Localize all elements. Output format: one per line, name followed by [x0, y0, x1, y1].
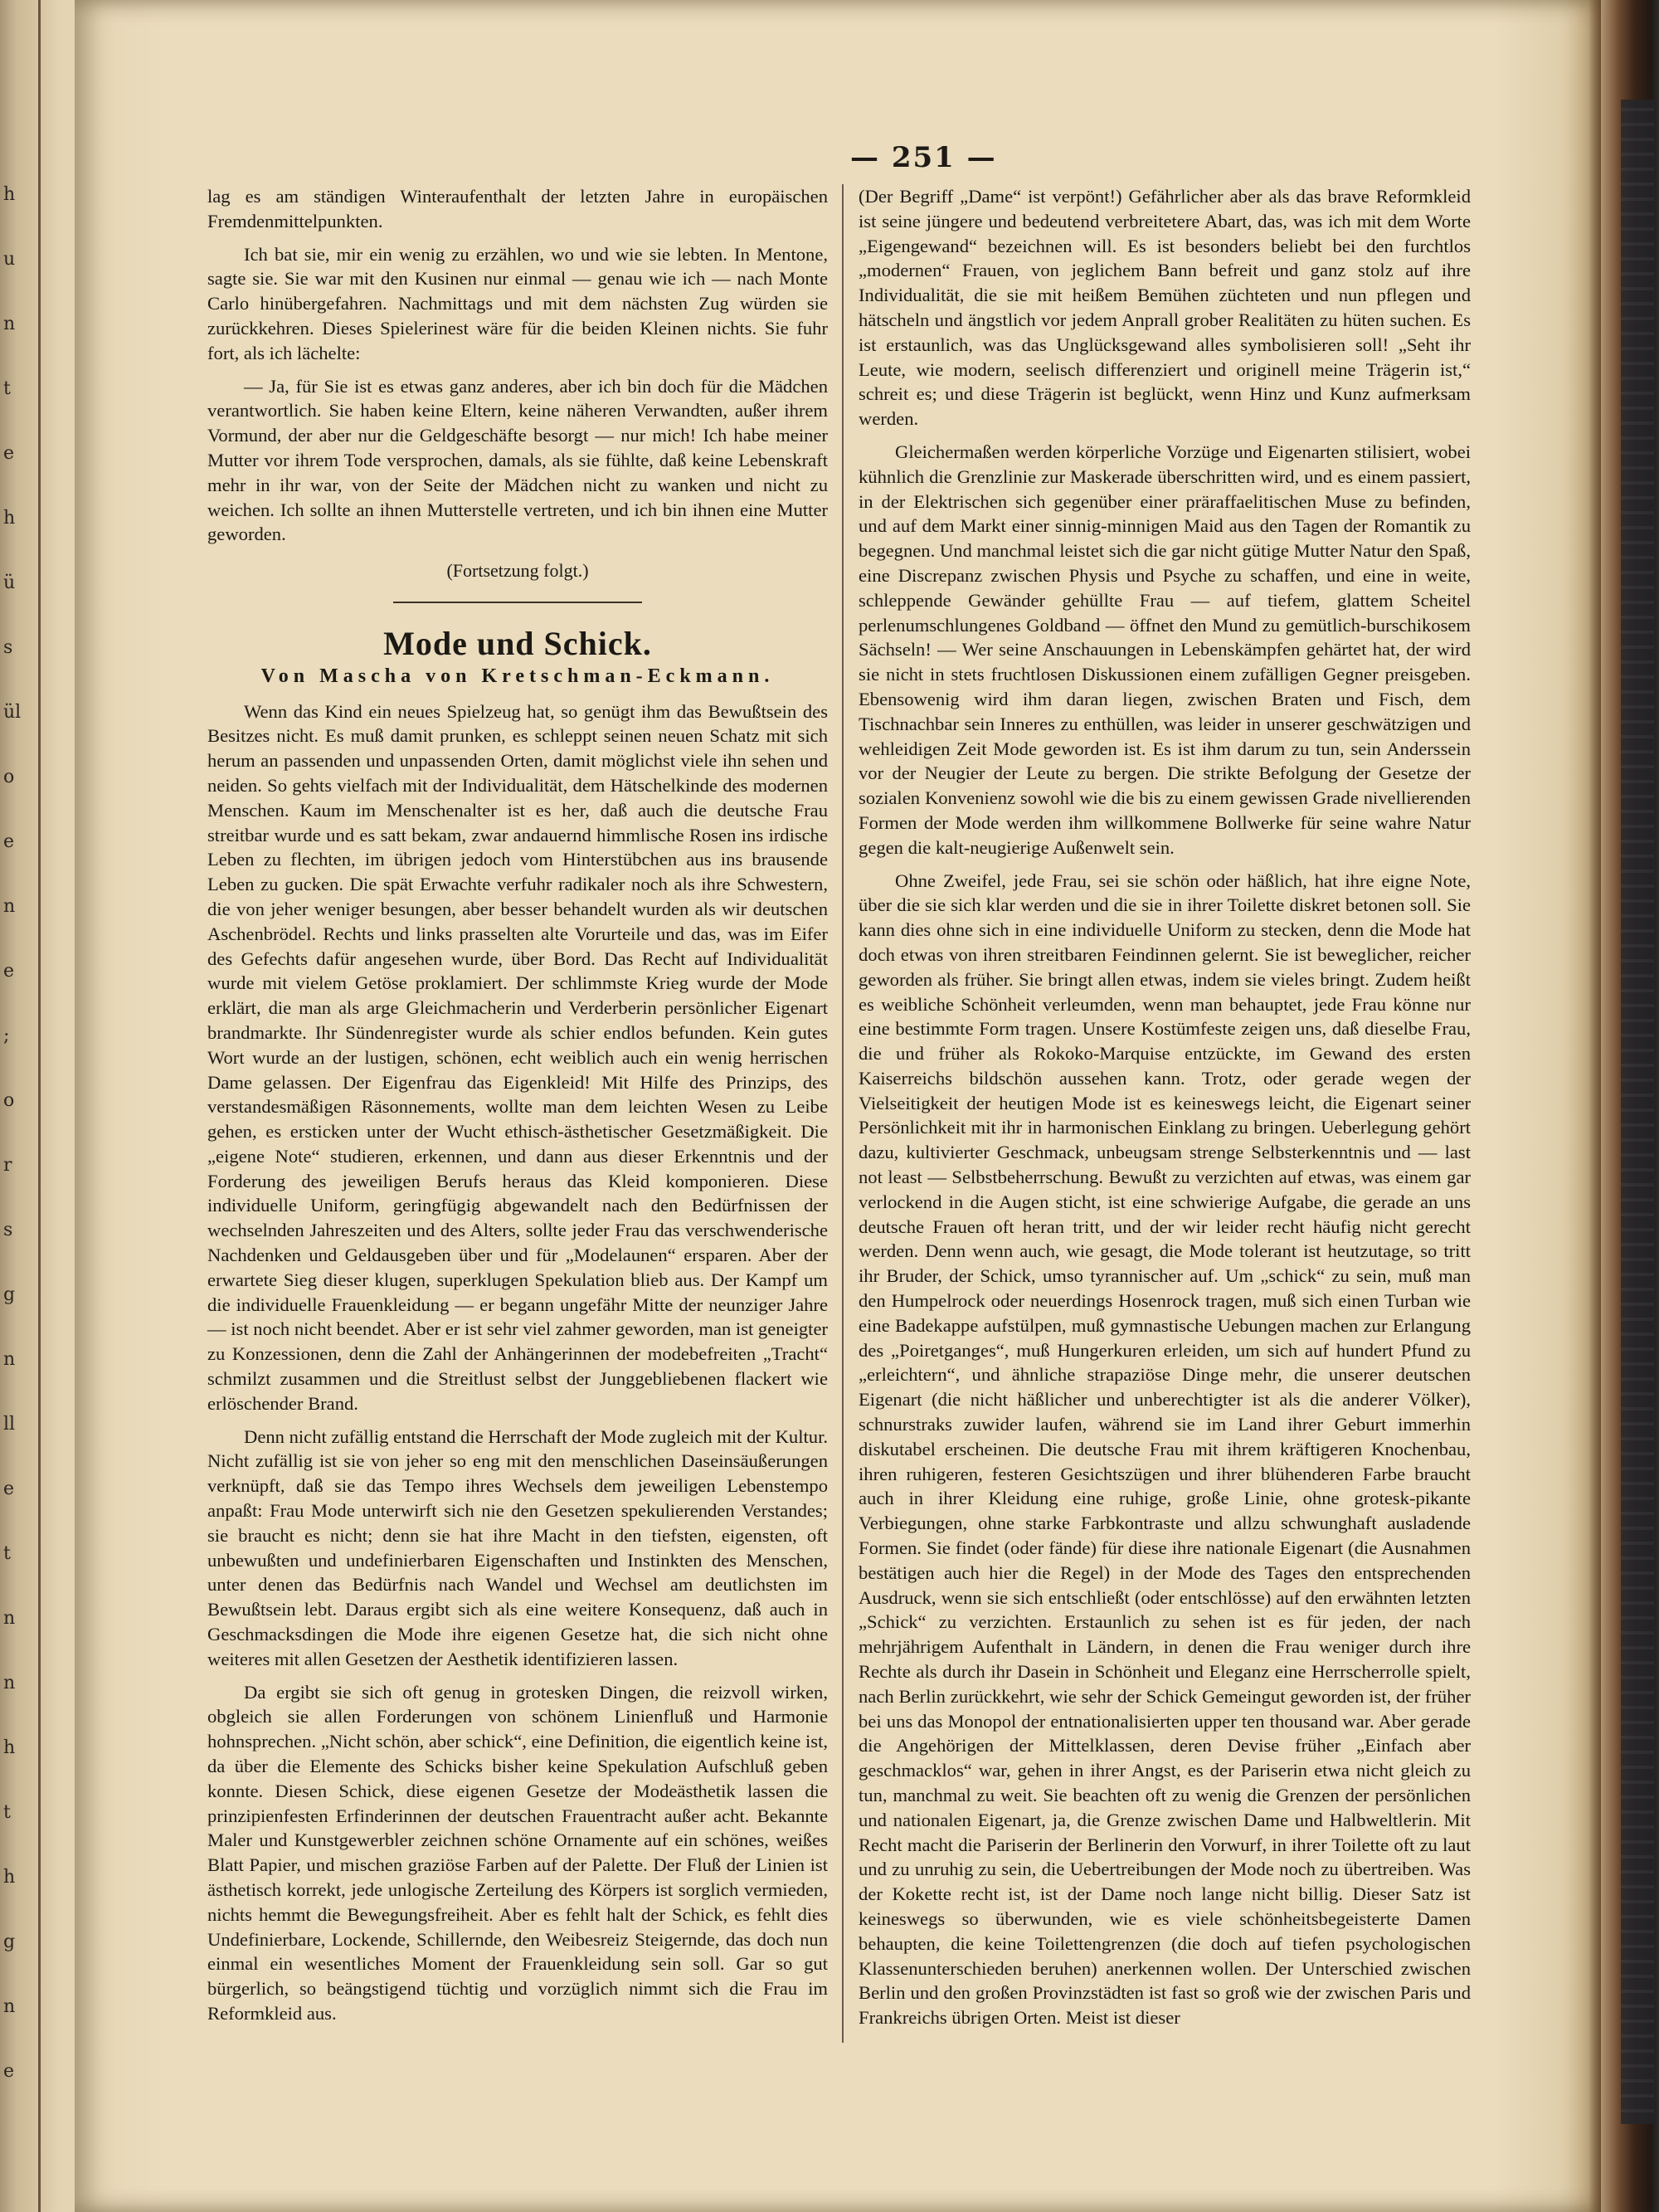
- paragraph: Ich bat sie, mir ein wenig zu erzählen, wo und wie sie lebten. In Mentone, sagte sie. Sie war mit den Kusinen nur einmal — genau wie ich — nach Monte Carlo hinübergefahren. Nachmittags und mit dem nächsten Zug würden sie zurückkehren. Dieses Spielerinest wäre für die beiden Kleinen nichts. Sie fuhr fort, als ich lächelte:: [207, 243, 828, 363]
- article-byline: Von Mascha von Kretschman-Eckmann.: [260, 665, 775, 687]
- paragraph: Wenn das Kind ein neues Spielzeug hat, so genügt ihm das Bewußtsein des Besitzes nicht. Es muß damit prunken, es schleppt seinen neuen Schatz mit sich herum an passenden und unpassenden Orten, damit möglichst viele ihn sehen und neiden. So gehts vielfach mit der Individualität, dem Hätschelkinde des modernen Menschen. Kaum im Menschenalter ist es her, daß auch die deutsche Frau streitbar wurde und es satt bekam, zwar andauernd himmlische Rosen ins irdische Leben zu flechten, im übrigen jedoch vom Hinterstübchen aus ins brausende Leben zu gucken. Die spät Erwachte verfuhr radikaler noch als ihre Schwestern, die von jeher weniger besungen, aber besser behandelt wurden als wir deutschen Aschenbrödel. Rechts und links prasselten alte Vorurteile und das, was im Eifer des Gefechts dafür angesehen wurde, über Bord. Das Recht auf Individualität wurde mit vielem Getöse proklamiert. Der schlimmste Krieg wurde der Mode erklärt, die man als arge Gleichmacherin und Verderberin persönlicher Eigenart brandmarkte. Ihr Sündenregister wurde als schier endlos befunden. Kein gutes Wort wurde an der lustigen, schönen, echt weiblich auch ein wenig herrischen Dame gelassen. Der Eigenfrau das Eigenkleid! Mit Hilfe des Prinzips, des verstandesmäßigen Räsonnements, wollte man dem leichten Wesen zu Leibe gehen, es ersticken unter der Wucht ethisch-ästhetischer Gesetzmäßigkeit. Die „eigene Note“ studieren, erkennen, und dann aus dieser Erkenntnis und der Forderung des jeweiligen Berufs heraus das Kleid komponieren. Diese individuelle Uniform, geringfügig abgewandelt nach den Bedürfnissen der wechselnden Jahreszeiten und des Alters, sollte jeder Frau das verschwenderische Nachdenken und Geldausgeben über und für „Modelaunen“ ersparen. Aber der erwartete Sieg dieser klugen, superklugen Spekulation blieb aus. Der Kampf um die individuelle Frauenkleidung — er begann ungefähr Mitte der neunziger Jahre — ist noch nicht beendet. Aber er ist sehr viel zahmer geworden, man ist geneigter zu Konzessionen, denn die Zahl der Anhängerinnen der modebefreiten „Tracht“ schmilzt zusammen und die Streitlust selbst der Junggebliebenen flackert wie erlöschender Brand.: [207, 700, 828, 1414]
- margin-fragment: o: [3, 1090, 15, 1111]
- margin-fragment: s: [3, 637, 13, 658]
- margin-fragment: t: [3, 1543, 11, 1564]
- margin-fragment: n: [3, 896, 16, 917]
- margin-fragment: o: [3, 767, 15, 787]
- paragraph: Gleichermaßen werden körperliche Vorzüge und Eigenarten stilisiert, wobei kühnlich die Grenzlinie zur Maskerade überschritten wird, und es einem passiert, in der Elektrischen sich gegenüber einer präraffaelitischen Muse zu befinden, und auf dem Markt einer sinnig-minnigen Maid aus den Tagen der Romantik zu begegnen. Und manchmal leistet sich die gar nicht gütige Mutter Natur den Spaß, eine Discrepanz zwischen Physis und Psyche zu schaffen, und eine in weite, schleppende Gewänder gehüllte Frau — auf tiefem, glattem Scheitel perlenumschlungenes Goldband — öffnet den Mund zu gemütlich-burschikosem Sächseln! — Wer seine Anschauungen in Lebenskämpfen gehärtet hat, der wird sie nicht in stets fruchtlosen Diskussionen einem zufälligen Gegner preisgeben. Ebensowenig wird ihm daran liegen, zwischen Braten und Fisch, dem Tischnachbar sein Inneres zu enthüllen, was leider in unserer geschwätzigen und wehleidigen Zeit Mode geworden ist. Es ist ihm darum zu tun, sein Anderssein vor der Neugier der Leute zu bergen. Die strikte Befolgung der Gesetze der sozialen Konvenienz sowohl wie die bis zu einem gewissen Grade nivellierenden Formen der Mode werden ihm willkommene Bollwerke für seine wahre Natur gegen die kalt-neugierige Außenwelt sein.: [859, 441, 1471, 858]
- margin-fragment: t: [3, 378, 11, 399]
- margin-fragment: n: [3, 1349, 16, 1370]
- paragraph: — Ja, für Sie ist es etwas ganz anderes, aber ich bin doch für die Mädchen verantwortlich. Sie haben keine Eltern, keine näheren Verwandten, außer ihrem Vormund, der aber nur die Geldgeschäfte besorgt — nur mich! Ich habe meiner Mutter vor ihrem Tode versprochen, damals, als sie fühlte, daß keine Lebenskraft mehr in ihr war, von der Seite der Mädchen nicht zu wanken und nicht zu weichen. Ich sollte an ihnen Mutterstelle vertreten, und ich bin ihnen eine Mutter geworden.: [207, 375, 828, 545]
- margin-fragment: e: [3, 1479, 15, 1499]
- margin-fragment: s: [3, 1220, 13, 1240]
- margin-fragment: h: [3, 1737, 16, 1758]
- margin-fragment: e: [3, 831, 15, 852]
- section-divider: [393, 602, 642, 603]
- margin-fragment: ;: [3, 1026, 10, 1046]
- previous-page-edge: [0, 0, 41, 2212]
- margin-fragment: r: [3, 1155, 12, 1176]
- margin-fragment: e: [3, 961, 15, 982]
- left-column: [207, 184, 828, 2026]
- binding-tape: [1621, 100, 1654, 2124]
- margin-fragment: n: [3, 1608, 16, 1629]
- margin-fragment: h: [3, 1867, 16, 1888]
- paragraph: Denn nicht zufällig entstand die Herrschaft der Mode zugleich mit der Kultur. Nicht zufällig ist sie von jeher so eng mit den menschlichen Daseinsäußerungen verknüpft, daß sie das Tempo ihres Wechsels dem jeweiligen Lebenstempo anpaßt: Frau Mode unterwirft sich nie den Gesetzen spekulierenden Verstandes; sie braucht es nicht; denn sie hat ihre Macht in den tiefsten, eigensten, oft unbewußten und undefinierbaren Eigenschaften und Instinkten des Menschen, unter denen das Bedürfnis nach Wandel und Wechsel am deutlichsten im Bewußtsein lebt. Daraus ergibt sich als eine weitere Konsequenz, daß auch in Geschmacksdingen die Mode ihre eigenen Gesetze hat, die sich nicht ohne weiteres mit allen Gesetzen der Aesthetik identifizieren lassen.: [207, 1425, 828, 1669]
- paragraph: (Der Begriff „Dame“ ist verpönt!) Gefährlicher aber als das brave Reformkleid ist seine jüngere und bedeutend verbreitetere Abart, das, was ich mit dem Worte „Eigengewand“ bezeichnen will. Es ist besonders beliebt bei den furchtlos „modernen“ Frauen, von jeglichem Bann befreit und ganz stolz auf ihre Individualität, die sie mit heißem Bemühen züchteten und nun pflegen und hätscheln und ängstlich vor jedem Anprall grober Realitäten zu hüten suchen. Es ist erstaunlich, was das Unglücksgewand alles symbolisieren soll! „Seht ihr Leute, wie modern, seelisch differenziert und originell meine Trägerin ist,“ schreit es; und diese Trägerin ist beglückt, wenn Hinz und Kunz aufmerksam werden.: [859, 186, 1471, 430]
- paragraph: Da ergibt sie sich oft genug in grotesken Dingen, die reizvoll wirken, obgleich sie allen Forderungen von schönem Linienfluß und Harmonie hohnsprechen. „Nicht schön, aber schick“, eine Definition, die eigentlich keine ist, da über die Elemente des Schicks bisher keine Spekulation Aufschluß geben konnte. Diesen Schick, diese eigenen Gesetze der Modeästhetik lassen die prinzipienfesten Erfinderinnen der deutschen Frauentracht außer acht. Bekannte Maler und Kunstgewerbler zeichnen schöne Ornamente auf ein schönes, weißes Blatt Papier, und mischen graziöse Farben auf der Palette. Der Fluß der Linien ist ästhetisch korrekt, jede unlogische Zerteilung des Körpers ist sorglich vermieden, nichts hemmt die Bewegungsfreiheit. Aber es fehlt halt der Schick, es fehlt dies Undefinierbare, Lockende, Schillernde, den Weibesreiz Steigernde, das doch nun einmal ein wesentliches Moment der Frauenkleidung sein soll. Gar so gut bürgerlich, so beängstigend tüchtig und vorzüglich nimmt sich die Frau im Reformkleid aus.: [207, 1681, 828, 2024]
- margin-fragment: h: [3, 184, 16, 205]
- margin-fragment: h: [3, 508, 16, 529]
- margin-fragment: ll: [3, 1414, 16, 1435]
- page-number: — 251 —: [850, 141, 997, 174]
- continuation-note: (Fortsetzung folgt.): [446, 560, 589, 582]
- margin-fragment: g: [3, 1284, 16, 1305]
- margin-fragment: n: [3, 314, 16, 334]
- margin-fragment: n: [3, 1673, 16, 1693]
- margin-fragment: u: [3, 249, 16, 270]
- article-title: Mode und Schick.: [383, 624, 652, 662]
- book-binding: [1601, 0, 1659, 2212]
- paragraph: Ohne Zweifel, jede Frau, sei sie schön oder häßlich, hat ihre eigne Note, über die sie sich klar werden und die sie in ihrer Toilette diskret betonen soll. Sie kann dies ohne sich in eine individuelle Uniform zu stecken, denn die Mode hat doch etwas von ihren streitbaren Feindinnen gelernt. Sie ist beweglicher, reicher geworden als früher. Sie bringt allen etwas, indem sie vieles bringt. Zudem heißt es weibliche Schönheit verleumden, wenn man behauptet, jede Frau könne nur eine bestimmte Form tragen. Unsere Kostümfeste zeigen uns, daß dieselbe Frau, die und früher als Rokoko-Marquise entzückte, im Gewand des ersten Kaiserreichs bildschön aussehen kann. Trotz, oder gerade wegen der Vielseitigkeit der heutigen Mode ist es keineswegs leicht, die Eigenart seiner Persönlichkeit mit ihr in harmonischen Einklang zu bringen. Ueberlegung gehört dazu, kultivierter Geschmack, unbeugsam strenge Selbsterkenntnis und — last not least — Selbstbeherrschung. Bewußt zu verzichten auf etwas, was einem gar verlockend in die Augen sticht, ist eine schwierige Aufgabe, die gerade an uns deutsche Frauen oft heran tritt, und der wir leider recht häufig nicht gerecht werden. Denn wenn auch, wie gesagt, die Mode tolerant ist heutzutage, so tritt ihr Bruder, der Schick, umso tyrannischer auf. Um „schick“ zu sein, muß man den Humpelrock oder neuerdings Hosenrock tragen, muß sich einen Turban wie eine Badekappe aufstülpen, muß gymnastische Uebungen machen zur Erlangung des „Poiretganges“, muß Hungerkuren erleiden, um sich auf hundert Pfund zu „erleichtern“, und ähnliche strapaziöse Dinge mehr, die unserer deutschen Eigenart (die nicht häßlicher und unberechtigter ist als die anderer Völker), schnurstraks zuwider laufen, während sie im Land ihrer Geburt immerhin diskutabel erscheinen. Die deutsche Frau mit ihrem kräftigeren Knochenbau, ihren ruhigeren, festeren Gesichtszügen und ihrer blühenderen Farbe braucht auch in ihrer Kleidung eine ruhige, große Linie, ohne grotesk-pikante Verbiegungen, ohne starke Farbkontraste und allzu schwunghaft ausladende Formen. Sie findet (oder fände) für diese ihre nationale Eigenart (die Ausnahmen bestätigen auch hier die Regel) in der Mode des Tages den entsprechenden Ausdruck, wenn sie sich entschließt (oder entschlösse) auf den erwähnten letzten „Schick“ zu verzichten. Erstaunlich zu sehen ist es für jeden, der nach mehrjährigem Aufenthalt in Ländern, in denen die Frau weniger durch ihre Rechte als durch ihr Dasein in Schönheit und Eleganz eine Herrscherrolle spielt, nach Berlin zurückkehrt, wie sehr der Schick Gemeingut geworden ist, der früher bei uns das Monopol der entnationalisierten upper ten thousand war. Aber gerade die Angehörigen der Mittelklassen, deren Devise früher „Einfach aber geschmacklos“ war, gehen in ihrer Angst, es der Pariserin etwa nicht gleich zu tun, manchmal zu weit. Sie beachten oft zu wenig die Grenzen der persönlichen und nationalen Eigenart, ja, die Grenze zwischen Dame und Halbweltlerin. Mit Recht macht die Pariserin der Berlinerin den Vorwurf, in ihrer Toilette oft zu laut und zu unruhig zu sein, die Uebertreibungen der Mode noch zu übertreiben. Was der Kokette recht ist, ist der Dame noch lange nicht billig. Dieser Satz ist keineswegs so überwunden, wie es viele schönheitsbegeisterte Damen behaupten, die keine Toilettengrenzen (die doch auf tiefen psychologischen Klassenunterschieden beruhen) anerkennen wollen. Der Unterschied zwischen Berlin und den großen Provinzstädten ist fast so groß wie der zwischen Paris und Frankreichs übrigen Orten. Meist ist dieser: [859, 870, 1471, 2029]
- column-rule: [842, 184, 844, 2043]
- margin-fragment: t: [3, 1802, 11, 1823]
- right-column: [859, 184, 1471, 2030]
- margin-fragment: n: [3, 1996, 16, 2017]
- margin-fragment: e: [3, 2061, 15, 2082]
- paragraph: lag es am ständigen Winteraufenthalt der letzten Jahre in europäischen Fremdenmittelpunkten.: [207, 186, 828, 231]
- margin-fragment: g: [3, 1932, 16, 1952]
- margin-fragment: ül: [3, 702, 22, 723]
- margin-fragment: e: [3, 443, 15, 464]
- margin-fragment: ü: [3, 572, 16, 593]
